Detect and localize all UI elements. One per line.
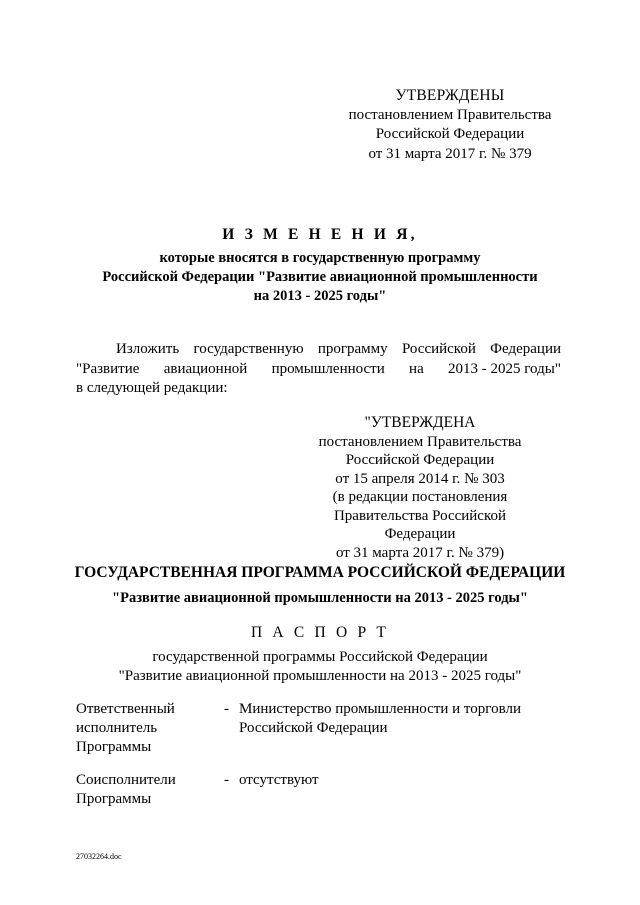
changes-subtitle (70, 249, 570, 306)
approval-line: постановлением Правительства (348, 106, 552, 123)
paragraph-word: промышленности (271, 360, 385, 377)
passport-title: П А С П О Р Т (250, 624, 390, 641)
passport-row-coexecutors (76, 771, 556, 811)
document-footer-id: 27032264.doc (76, 852, 122, 861)
passport-row-responsible (76, 700, 556, 760)
paragraph-line (76, 340, 561, 360)
paragraph-line (76, 360, 561, 380)
row-label-line: исполнитель (76, 720, 158, 736)
paragraph-word: программу (317, 341, 388, 357)
paragraph-word: "Развитие (76, 360, 140, 377)
changes-subtitle-line: на 2013 - 2025 годы" (253, 288, 387, 304)
row-label (76, 700, 216, 757)
instruction-paragraph (76, 340, 561, 399)
row-label-line: Ответственный (76, 701, 175, 717)
paragraph-word: 2013 - 2025 годы" (448, 360, 561, 377)
approval-date: от 31 марта 2017 г. № 379 (368, 145, 532, 162)
changes-subtitle-line: которые вносятся в государственную программу (159, 250, 481, 266)
changes-subtitle-line: Российской Федерации "Развитие авиационной промышленности (102, 269, 538, 285)
program-approval-line: от 15 апреля 2014 г. № 303 (335, 470, 505, 487)
program-approval-line: Правительства Российской Федерации (333, 507, 507, 542)
program-approval-line: постановлением Правительства (318, 433, 522, 450)
program-subtitle: "Развитие авиационной промышленности на 2013 - 2025 годы" (112, 590, 528, 606)
program-approval-line: Российской Федерации (345, 452, 495, 468)
row-dash: - (224, 772, 229, 788)
row-value-line: отсутствуют (239, 772, 319, 788)
row-label-line: Соисполнители (76, 772, 176, 788)
paragraph-word: авиационной (163, 360, 248, 377)
passport-subtitle (80, 648, 560, 686)
row-value (239, 771, 559, 790)
passport-subtitle-line: государственной программы Российской Федерации (152, 649, 488, 665)
row-dash: - (224, 701, 229, 717)
paragraph-word: Российской (401, 341, 476, 357)
row-value (239, 700, 559, 738)
program-title: ГОСУДАРСТВЕННАЯ ПРОГРАММА РОССИЙСКОЙ ФЕДЕРАЦИИ (74, 564, 566, 581)
paragraph-line: в следующей редакции: (76, 380, 228, 396)
paragraph-word: государственную (193, 341, 304, 357)
program-approval-title: "УТВЕРЖДЕНА (364, 414, 476, 431)
approval-title: УТВЕРЖДЕНЫ (395, 87, 505, 104)
row-label-line: Программы (76, 791, 152, 807)
approval-line: Российской Федерации (375, 126, 525, 142)
changes-title: И З М Е Н Е Н И Я, (222, 226, 418, 243)
passport-subtitle-line: "Развитие авиационной промышленности на 2013 - 2025 годы" (118, 668, 522, 684)
approval-stamp (330, 86, 570, 164)
paragraph-word: на (409, 360, 424, 377)
program-approval-stamp (300, 414, 540, 562)
row-value-line: Российской Федерации (239, 720, 388, 736)
program-approval-line: от 31 марта 2017 г. № 379) (335, 544, 505, 561)
paragraph-word: Изложить (116, 341, 180, 357)
row-label (76, 771, 216, 809)
row-label-line: Программы (76, 739, 152, 755)
row-value-line: Министерство промышленности и торговли (239, 701, 521, 717)
program-approval-line: (в редакции постановления (332, 489, 508, 505)
paragraph-word: Федерации (490, 341, 561, 357)
